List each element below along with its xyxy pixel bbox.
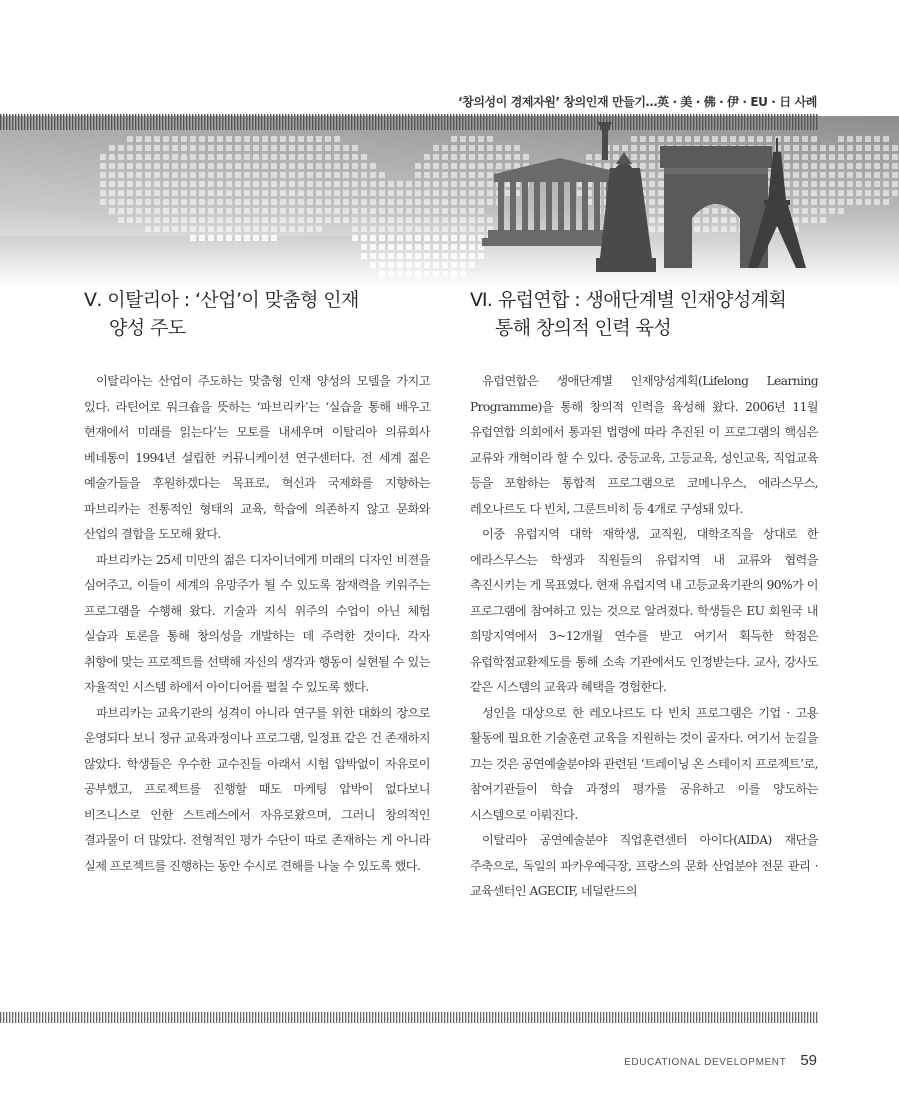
header-stripe-rule — [0, 114, 818, 130]
body-paragraph: 이중 유럽지역 대학 재학생, 교직원, 대학조직을 상대로 한 에라스무스는 학생과 직원들의 유럽지역 내 교류와 협력을 촉진시키는 게 목표였다. 현재 유럽지역 내 고등교육기관의 90%가 이 프로그램에 참여하고 있는 것으로 알려졌다. 학생들은 EU 회원국 내 희망지역에서 3~12개월 연수를 받고 여기서 획득한 학점은 유럽학점교환제도를 통해 소속 기관에서도 인정받는다. 교사, 강사도 같은 시스템의 교육과 혜택을 경험한다. — [470, 527, 818, 694]
section-title-line: 양성 주도 — [109, 317, 186, 339]
section-number: Ⅵ. — [470, 289, 493, 311]
section-eu — [470, 286, 818, 905]
section-title-italy — [84, 286, 430, 342]
header-banner — [0, 108, 899, 288]
section-title-line: 통해 창의적 인력 육성 — [495, 317, 672, 339]
footer — [624, 1052, 817, 1069]
body-paragraph: 파브리카는 25세 미만의 젊은 디자이너에게 미래의 디자인 비젼을 심어주고, 이들이 세계의 유망주가 될 수 있도록 잠재력을 키워주는 프로그램을 수행해 왔다. 기술과 지식 위주의 수업이 아닌 체험 실습과 토론을 통해 창의성을 개발하는 데 주력한 것이다. 각자 취향에 맞는 프로젝트를 선택해 자신의 생각과 행동이 실현될 수 있는 자율적인 시스템 하에서 아이디어를 펼칠 수 있도록 했다. — [84, 552, 430, 694]
body-paragraph: 이탈리아 공연예술분야 직업훈련센터 아이다(AIDA) 재단을 주축으로, 독일의 파카우예극장, 프랑스의 문화 산업분야 전문 관리 · 교육센터인 AGECIF, 네덜란드의 — [470, 833, 818, 898]
page-number: 59 — [800, 1052, 817, 1069]
section-title-eu — [470, 286, 818, 342]
footer-label: EDUCATIONAL DEVELOPMENT — [624, 1057, 787, 1068]
section-italy — [84, 286, 430, 879]
body-paragraph: 성인을 대상으로 한 레오나르도 다 빈치 프로그램은 기업 · 고용 활동에 필요한 기술훈련 교육을 지원하는 것이 골자다. 여기서 눈길을 끄는 것은 공연예술분야와 관련된 ‘트레이닝 온 스테이지 프로젝트’로, 참여기관들이 학습 과정의 평가를 공유하고 이를 양도하는 시스템으로 이뤄진다. — [470, 705, 818, 822]
footer-stripe-rule — [0, 1012, 818, 1023]
body-paragraph: 파브리카는 교육기관의 성격이 아니라 연구를 위한 대화의 장으로 운영되다 보니 정규 교육과정이나 프로그램, 일정표 같은 건 존재하지 않았다. 학생들은 우수한 교수진들 아래서 시험 압박없이 자유로이 공부했고, 프로젝트를 진행할 때도 마케팅 압박이 없다보니 비즈니스로 인한 스트레스에서 자유로왔으며, 그러니 창의적인 결과물이 더 많았다. 전형적인 평가 수단이 따로 존재하는 게 아니라 실제 프로젝트를 진행하는 동안 수시로 견해를 나눌 수 있도록 했다. — [84, 705, 430, 873]
section-number: Ⅴ. — [84, 289, 102, 311]
section-title-line: 유럽연합 : 생애단계별 인재양성계획 — [497, 289, 787, 311]
body-paragraph: 이탈리아는 산업이 주도하는 맞춤형 인재 양성의 모델을 가지고 있다. 라틴어로 워크숍을 뜻하는 ‘파브리카’는 ‘실습을 통해 배우고 현재에서 미래를 읽는다’는 모토를 내세우며 이탈리아 의류회사 베네통이 1994년 설립한 커뮤니케이션 연구센터다. 전 세계 젊은 예술가들을 후원하겠다는 목표로, 혁신과 국제화를 지향하는 파브리카는 전통적인 형태의 교육, 학습에 의존하지 않고 문화와 산업의 결합을 도모해 왔다. — [84, 374, 430, 541]
running-head: ‘창의성이 경제자원’ 창의인재 만들기…英 · 美 · 佛 · 伊 · EU · 日 사례 — [457, 95, 817, 109]
section-title-line: 이탈리아 : ‘산업’이 맞춤형 인재 — [107, 289, 359, 311]
body-paragraph: 유럽연합은 생애단계별 인재양성계획(Lifelong Learning Programme)을 통해 창의적 인력을 육성해 왔다. 2006년 11월 유럽연합 의회에서 통과된 법령에 따라 추진된 이 프로그램의 핵심은 교류와 개혁이라 할 수 있다. 중등교육, 고등교육, 성인교육, 직업교육 등을 포함하는 통합적 프로그램으로 코메니우스, 에라스무스, 레오나르도 다 빈치, 그룬트비히 등 4개로 구성돼 있다. — [470, 374, 818, 516]
